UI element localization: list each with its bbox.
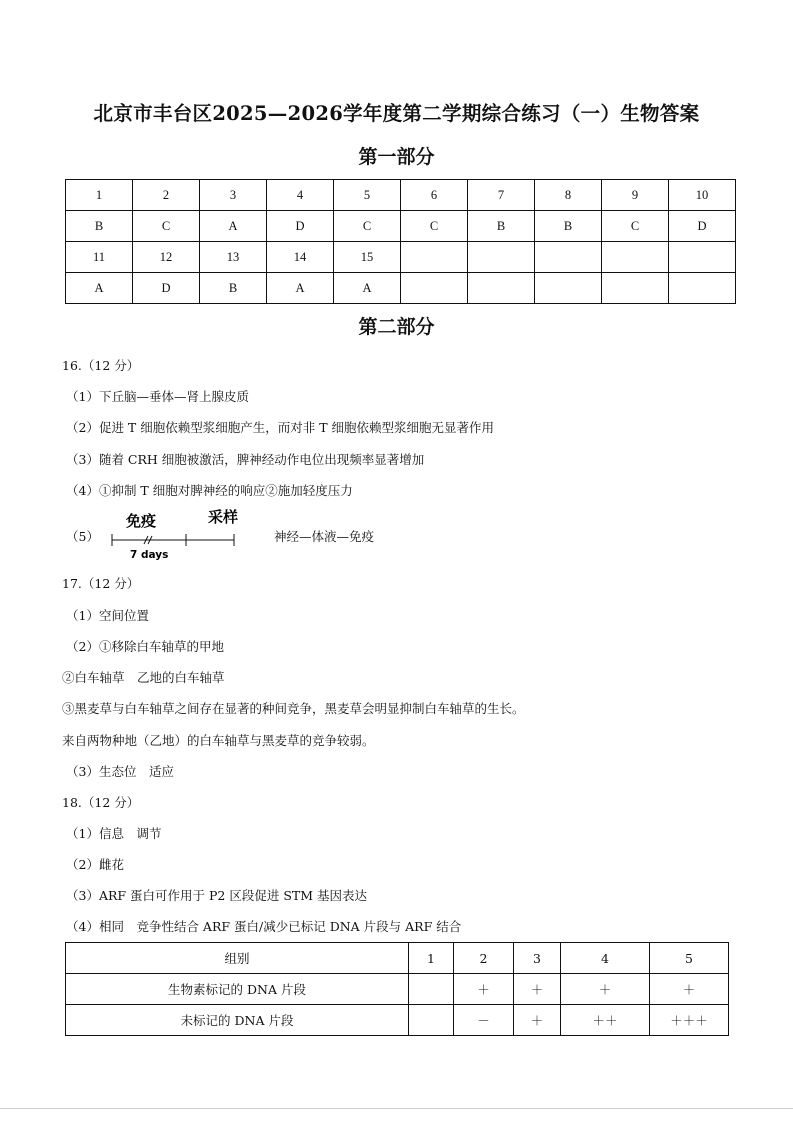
table-cell: 13 [200, 242, 267, 273]
table-cell: ＋＋＋ [650, 1005, 729, 1036]
table-cell: ＋＋ [561, 1005, 650, 1036]
table-cell: 12 [133, 242, 200, 273]
q17-answer-2d: 来自两物种地（乙地）的白车轴草与黑麦草的竞争较弱。 [62, 733, 375, 748]
table-cell: 10 [669, 180, 736, 211]
page-bottom-rule [0, 1108, 793, 1109]
table-cell: C [602, 211, 669, 242]
table-header-cell: 1 [409, 943, 454, 974]
table-cell: ＋ [650, 974, 729, 1005]
table-cell [602, 273, 669, 304]
q17-answer-2c: ③黑麦草与白车轴草之间存在显著的种间竞争，黑麦草会明显抑制白车轴草的生长。 [62, 701, 525, 716]
table-cell [401, 273, 468, 304]
q17-answer-3: （3）生态位 适应 [66, 764, 174, 779]
table-cell [468, 273, 535, 304]
table-row [66, 1005, 729, 1036]
table-cell: 9 [602, 180, 669, 211]
table-cell: C [334, 211, 401, 242]
q17-answer-2b: ②白车轴草 乙地的白车轴草 [62, 670, 225, 685]
q17-answer-1: （1）空间位置 [66, 608, 149, 623]
table-row [66, 211, 736, 242]
table-cell: C [133, 211, 200, 242]
table-cell: B [66, 211, 133, 242]
q16-answer-4: （4）①抑制 T 细胞对脾神经的响应②施加轻度压力 [66, 483, 353, 498]
table-header-cell: 2 [454, 943, 514, 974]
q17-header: 17.（12 分） [62, 576, 140, 591]
table-row [66, 974, 729, 1005]
timeline-left-label: 免疫 [126, 512, 157, 530]
table-cell: ＋ [514, 974, 561, 1005]
table-cell [401, 242, 468, 273]
table-cell: B [468, 211, 535, 242]
table-header-cell: 3 [514, 943, 561, 974]
table-cell: B [200, 273, 267, 304]
table-cell: 14 [267, 242, 334, 273]
table-cell: 11 [66, 242, 133, 273]
table-cell: 5 [334, 180, 401, 211]
q16-answer-5: 神经—体液—免疫 [274, 529, 375, 544]
part2-heading: 第二部分 [358, 316, 435, 338]
table-cell: D [267, 211, 334, 242]
page-title: 北京市丰台区2025—2026学年度第二学期综合练习（一）生物答案 [93, 102, 700, 125]
group-table [65, 942, 729, 1036]
table-cell: A [66, 273, 133, 304]
table-row [66, 180, 736, 211]
timeline-diagram [108, 508, 248, 562]
q17-answer-2: （2）①移除白车轴草的甲地 [66, 639, 224, 654]
table-cell: A [267, 273, 334, 304]
table-cell: 生物素标记的 DNA 片段 [66, 974, 409, 1005]
table-cell: B [535, 211, 602, 242]
q18-answer-2: （2）雌花 [66, 857, 124, 872]
table-cell [535, 242, 602, 273]
table-cell: ＋ [514, 1005, 561, 1036]
q16-answer-3: （3）随着 CRH 细胞被激活，脾神经动作电位出现频率显著增加 [66, 452, 425, 467]
q18-answer-3: （3）ARF 蛋白可作用于 P2 区段促进 STM 基因表达 [66, 888, 367, 903]
table-cell: 2 [133, 180, 200, 211]
part1-heading: 第一部分 [358, 146, 435, 168]
table-cell [669, 273, 736, 304]
table-row [66, 943, 729, 974]
experiment-timeline [108, 508, 248, 562]
table-cell: 3 [200, 180, 267, 211]
table-header-cell: 5 [650, 943, 729, 974]
q16-header: 16.（12 分） [62, 358, 140, 373]
table-cell: 4 [267, 180, 334, 211]
table-cell: ＋ [561, 974, 650, 1005]
table-cell [535, 273, 602, 304]
table-cell [669, 242, 736, 273]
table-cell: 未标记的 DNA 片段 [66, 1005, 409, 1036]
table-cell: 15 [334, 242, 401, 273]
table-row [66, 242, 736, 273]
table-cell: 6 [401, 180, 468, 211]
table-cell: A [334, 273, 401, 304]
timeline-interval-label: 7 days [130, 549, 169, 561]
table-cell [468, 242, 535, 273]
table-header-cell: 4 [561, 943, 650, 974]
table-cell [409, 1005, 454, 1036]
timeline-right-label: 采样 [208, 508, 239, 526]
table-cell: A [200, 211, 267, 242]
q16-answer-5-label: （5） [66, 529, 99, 544]
q18-answer-1: （1）信息 调节 [66, 826, 162, 841]
table-cell: C [401, 211, 468, 242]
q18-header: 18.（12 分） [62, 795, 140, 810]
table-cell [602, 242, 669, 273]
table-cell: － [454, 1005, 514, 1036]
table-cell: ＋ [454, 974, 514, 1005]
table-cell [409, 974, 454, 1005]
table-cell: D [133, 273, 200, 304]
table-row [66, 273, 736, 304]
table-cell: D [669, 211, 736, 242]
table-cell: 7 [468, 180, 535, 211]
table-cell: 8 [535, 180, 602, 211]
q18-answer-4: （4）相同 竞争性结合 ARF 蛋白/减少已标记 DNA 片段与 ARF 结合 [66, 919, 462, 934]
q16-answer-1: （1）下丘脑—垂体—肾上腺皮质 [66, 389, 249, 404]
q16-answer-2: （2）促进 T 细胞依赖型浆细胞产生，而对非 T 细胞依赖型浆细胞无显著作用 [66, 420, 495, 435]
answer-table [65, 179, 736, 304]
table-header-cell: 组别 [66, 943, 409, 974]
table-cell: 1 [66, 180, 133, 211]
